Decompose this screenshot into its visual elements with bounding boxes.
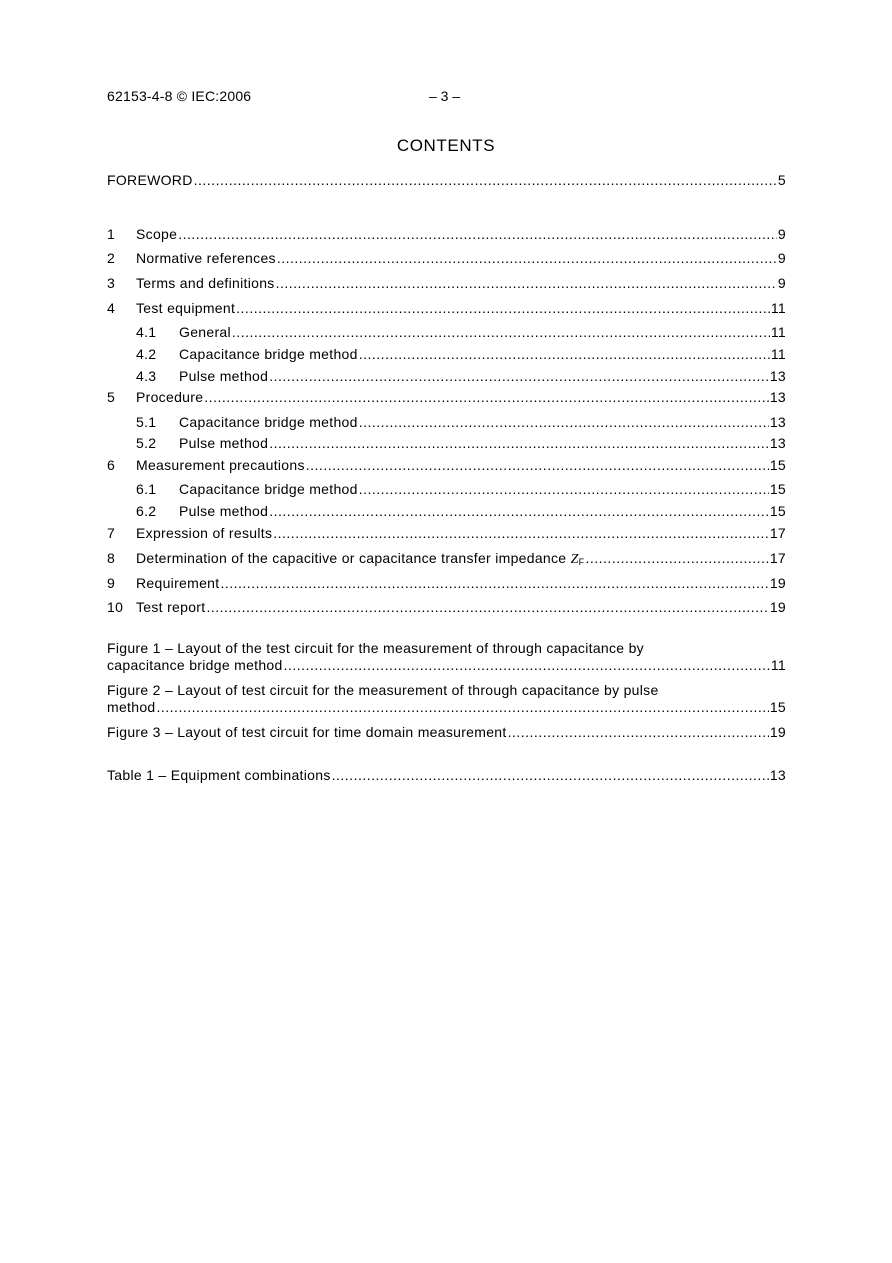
leader-dots [269, 367, 769, 385]
toc-entry-page: 11 [770, 657, 786, 673]
impedance-symbol: Z [570, 552, 579, 567]
toc-entry-label: Table 1 – Equipment combinations [107, 767, 331, 783]
leader-dots [585, 549, 768, 567]
toc-entry-label: General [179, 324, 231, 340]
leader-dots [359, 480, 769, 498]
toc-entry-page: 19 [769, 724, 786, 740]
leader-dots [508, 724, 769, 741]
toc-entry-page: 13 [769, 414, 786, 430]
toc-entry-figure-1[interactable] [107, 640, 786, 674]
leader-dots [204, 388, 769, 406]
toc-entry-page: 17 [769, 550, 786, 566]
toc-entry-page: 15 [769, 457, 786, 473]
toc-entry-clause-8[interactable] [107, 549, 786, 567]
toc-entry-label: FOREWORD [107, 172, 193, 188]
toc-entry-page: 15 [769, 481, 786, 497]
toc-entry-label: Scope [136, 226, 178, 242]
leader-dots [276, 274, 777, 292]
toc-entry-page: 11 [770, 300, 786, 316]
contents-title: CONTENTS [396, 136, 496, 155]
toc-entry-number: 5.1 [136, 414, 157, 430]
toc-entry-number: 1 [107, 226, 116, 242]
toc-entry-label: Test report [136, 599, 206, 615]
toc-entry-label-text: Determination of the capacitive or capacitance transfer impedance [136, 550, 571, 566]
toc-entry-page: 13 [769, 767, 786, 783]
figure-caption-line: Figure 2 – Layout of test circuit for the measurement of through capacitance by pulse [107, 682, 659, 698]
page-number: – 3 – [429, 88, 461, 104]
toc-entry-page: 17 [769, 525, 786, 541]
leader-dots [269, 434, 769, 452]
impedance-symbol-subscript: F [578, 557, 585, 567]
leader-dots [206, 598, 768, 616]
toc-entry-page: 13 [769, 435, 786, 451]
toc-entry-label: Normative references [136, 250, 276, 266]
toc-entry-page: 11 [770, 346, 786, 362]
toc-entry-figure-2[interactable] [107, 682, 786, 716]
toc-entry-number: 5 [107, 389, 116, 405]
figure-caption-line: Figure 3 – Layout of test circuit for time domain measurement [107, 724, 507, 740]
toc-entry-label: Test equipment [136, 300, 236, 316]
toc-entry-page: 9 [777, 250, 786, 266]
toc-entry-clause-5-1[interactable] [136, 413, 786, 431]
toc-entry-number: 4.1 [136, 324, 157, 340]
figure-caption-continuation [107, 699, 786, 716]
document-identifier: 62153-4-8 © IEC:2006 [107, 88, 252, 104]
leader-dots [273, 524, 769, 542]
toc-entry-clause-9[interactable] [107, 574, 786, 592]
toc-entry-number: 6 [107, 457, 116, 473]
toc-entry-clause-7[interactable] [107, 524, 786, 542]
toc-entry-label: Pulse method [179, 368, 269, 384]
toc-entry-clause-4-2[interactable] [136, 345, 786, 363]
toc-entry-table-1[interactable] [107, 766, 786, 784]
toc-entry-number: 4.3 [136, 368, 157, 384]
leader-dots [359, 413, 769, 431]
toc-entry-number: 8 [107, 550, 116, 566]
leader-dots [220, 574, 768, 592]
toc-entry-label: Procedure [136, 389, 204, 405]
toc-entry-number: 4 [107, 300, 116, 316]
toc-entry-clause-6[interactable] [107, 456, 786, 474]
toc-entry-clause-3[interactable] [107, 274, 786, 292]
leader-dots [332, 766, 769, 784]
toc-entry-clause-4-1[interactable] [136, 323, 786, 341]
running-header [107, 88, 786, 106]
toc-entry-label: Requirement [136, 575, 220, 591]
toc-entry-label: Measurement precautions [136, 457, 305, 473]
toc-entry-page: 13 [769, 368, 786, 384]
leader-dots [284, 657, 770, 674]
leader-dots [194, 171, 777, 189]
leader-dots [269, 502, 769, 520]
leader-dots [306, 456, 769, 474]
toc-entry-page: 15 [769, 699, 786, 715]
toc-entry-page: 13 [769, 389, 786, 405]
toc-entry-page: 15 [769, 503, 786, 519]
toc-entry-number: 6.2 [136, 503, 157, 519]
toc-entry-clause-1[interactable] [107, 225, 786, 243]
toc-entry-foreword[interactable] [107, 171, 786, 189]
toc-entry-clause-6-1[interactable] [136, 480, 786, 498]
figure-caption-continuation [107, 724, 786, 741]
toc-entry-label: Capacitance bridge method [179, 346, 358, 362]
toc-entry-label: Terms and definitions [136, 275, 275, 291]
toc-entry-figure-3[interactable] [107, 724, 786, 741]
toc-entry-label: Expression of results [136, 525, 273, 541]
toc-entry-clause-5[interactable] [107, 388, 786, 406]
toc-entry-label: Capacitance bridge method [179, 481, 358, 497]
toc-entry-page: 19 [769, 599, 786, 615]
leader-dots [232, 323, 770, 341]
leader-dots [178, 225, 777, 243]
toc-entry-number: 9 [107, 575, 116, 591]
toc-entry-label: Pulse method [179, 503, 269, 519]
toc-entry-number: 6.1 [136, 481, 157, 497]
toc-entry-number: 2 [107, 250, 116, 266]
toc-entry-clause-4[interactable] [107, 299, 786, 317]
toc-entry-page: 19 [769, 575, 786, 591]
leader-dots [157, 699, 769, 716]
leader-dots [236, 299, 770, 317]
figure-caption-line: Figure 1 – Layout of the test circuit for the measurement of through capacitance by [107, 640, 644, 656]
figure-caption-line: method [107, 699, 156, 715]
toc-entry-clause-4-3[interactable] [136, 367, 786, 385]
leader-dots [359, 345, 770, 363]
toc-entry-clause-5-2[interactable] [136, 434, 786, 452]
toc-entry-label: Capacitance bridge method [179, 414, 358, 430]
toc-entry-page: 5 [777, 172, 786, 188]
toc-entry-clause-6-2[interactable] [136, 502, 786, 520]
toc-entry-clause-10[interactable] [107, 598, 786, 616]
toc-entry-number: 5.2 [136, 435, 157, 451]
toc-entry-page: 11 [770, 324, 786, 340]
toc-entry-clause-2[interactable] [107, 249, 786, 267]
toc-entry-page: 9 [777, 226, 786, 242]
toc-entry-number: 10 [107, 599, 124, 615]
figure-caption-continuation [107, 657, 786, 674]
toc-entry-number: 7 [107, 525, 116, 541]
toc-entry-label: Pulse method [179, 435, 269, 451]
toc-entry-number: 4.2 [136, 346, 157, 362]
toc-entry-number: 3 [107, 275, 116, 291]
toc-entry-label [136, 549, 584, 571]
figure-caption-line: capacitance bridge method [107, 657, 283, 673]
leader-dots [277, 249, 777, 267]
toc-entry-page: 9 [777, 275, 786, 291]
